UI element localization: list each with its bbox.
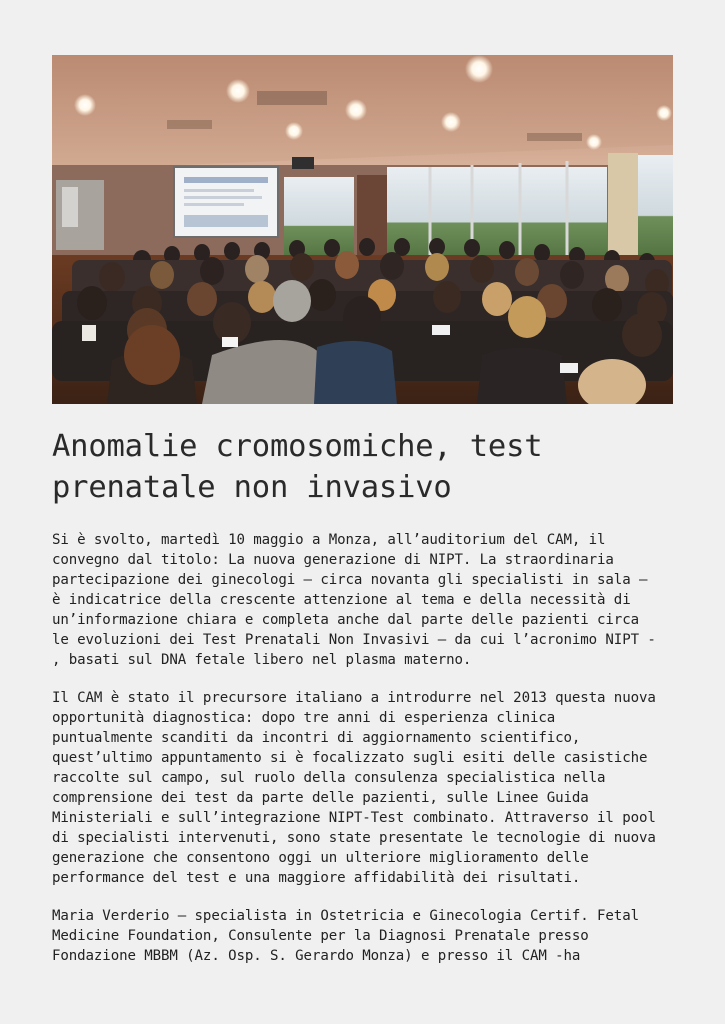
- paragraph: Maria Verderio – specialista in Ostetricia e Ginecologia Certif. Fetal Medicine Foundation, Consulente per la Diagnosi Prenatale presso Fondazione MBBM (Az. Osp. S. Gerardo Monza) e presso il CAM -ha: [52, 908, 639, 964]
- auditorium-illustration: [52, 55, 673, 404]
- paragraph: Il CAM è stato il precursore italiano a introdurre nel 2013 questa nuova opportunità diagnostica: dopo tre anni di esperienza clinica puntualmente scanditi da incontri di aggiornamento scientifico, quest’ultimo appuntamento si è focalizzato sugli esiti delle casistiche raccolte sul campo, sul ruolo della consulenza specialistica nella comprensione dei test da parte delle pazienti, sulle Linee Guida Ministeriali e sull’integrazione NIPT-Test combinato. Attraverso il pool di specialisti intervenuti, sono state presentate le tecnologie di nuova generazione che consentono oggi un ulteriore miglioramento delle performance del test e una maggiore affidabilità dei risultati.: [52, 690, 656, 886]
- paragraph: Si è svolto, martedì 10 maggio a Monza, all’auditorium del CAM, il convegno dal titolo: La nuova generazione di NIPT. La straordinaria partecipazione dei ginecologi – circa novanta gli specialisti in sala – è indicatrice della crescente attenzione al tema e della necessità di un’informazione chiara e completa anche dal parte delle pazienti circa le evoluzioni dei Test Prenatali Non Invasivi – da cui l’acronimo NIPT - , basati sul DNA fetale libero nel plasma materno.: [52, 532, 656, 668]
- conference-photo: [52, 55, 673, 404]
- article-body: [52, 530, 673, 966]
- article: [52, 55, 673, 984]
- article-title: Anomalie cromosomiche, test prenatale non invasivo: [52, 429, 543, 505]
